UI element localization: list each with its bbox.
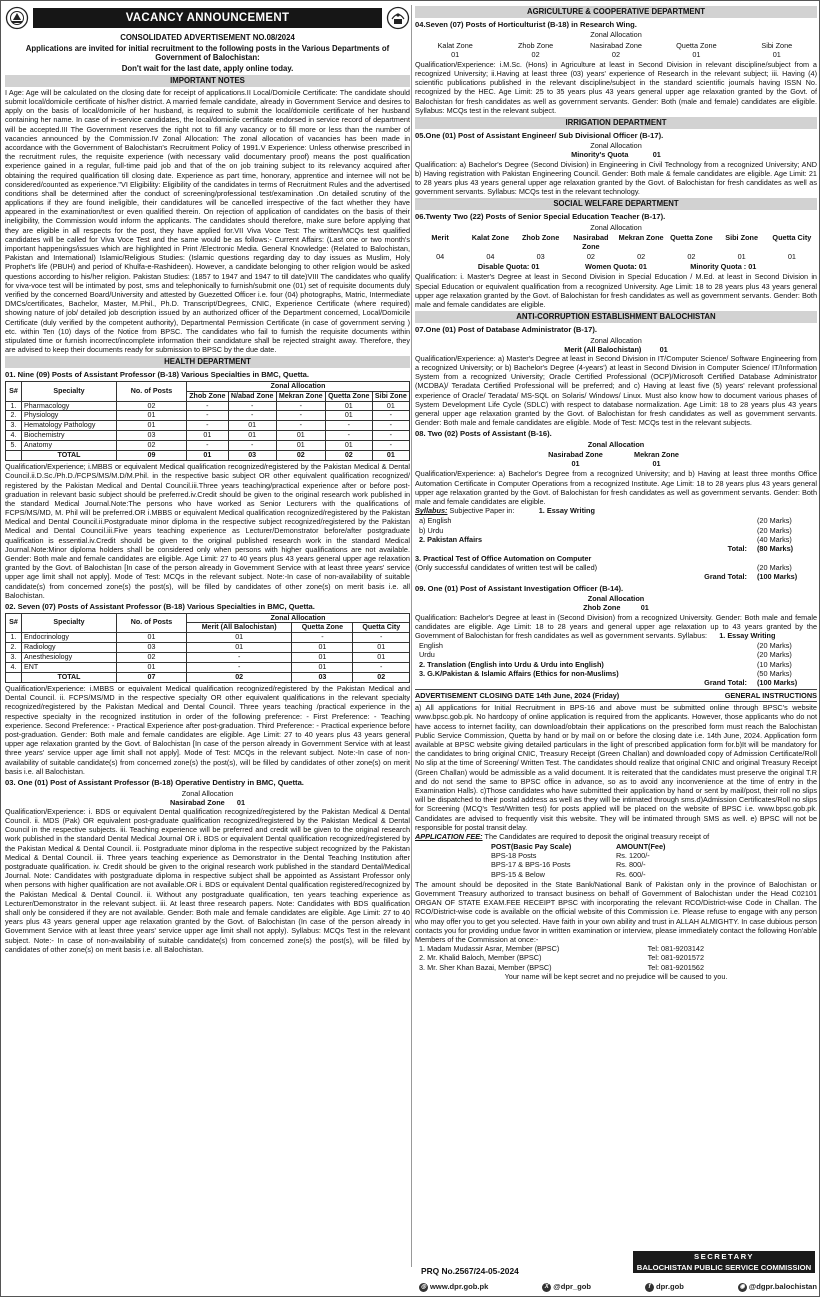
privacy-note: Your name will be kept secret and no prejudice will be caused to you.: [504, 971, 728, 981]
prq-number: PRQ No.2567/24-05-2024: [421, 1266, 519, 1276]
paper-name: English: [419, 641, 443, 651]
right-column: [415, 5, 817, 1267]
zone-count: 02: [531, 49, 540, 59]
post-02-table: [5, 613, 410, 684]
general-instructions-heading: GENERAL INSTRUCTIONS: [724, 691, 817, 701]
member-name: 2. Mr. Khalid Baloch, Member (BPSC): [419, 953, 542, 963]
post-04-zones: [415, 41, 817, 59]
zone-name: Merit: [431, 232, 449, 242]
zone-count: 02: [611, 49, 621, 59]
post-06-zones: [415, 233, 817, 251]
post-06-counts: [415, 252, 817, 261]
apply-online-note: Don't wait for the last date, apply online today.: [121, 63, 294, 73]
col-header: No. of Posts: [117, 381, 187, 401]
table-cell: 01: [276, 441, 325, 451]
paper-name: Total:: [727, 543, 747, 553]
total-cell: [6, 673, 22, 683]
table-cell: 01: [228, 421, 276, 431]
total-cell: 09: [117, 451, 187, 461]
post-09-paper-list: [419, 641, 817, 687]
total-cell: 02: [276, 451, 325, 461]
zone-name: Nasirabad Zone: [548, 450, 603, 460]
table-row: [6, 663, 410, 673]
table-cell: 01: [325, 441, 372, 451]
table-cell: 03: [117, 431, 187, 441]
table-cell: -: [325, 431, 372, 441]
footer-x[interactable]: [542, 1282, 591, 1292]
table-cell: 01: [325, 411, 372, 421]
practical-marks: (20 Marks): [757, 563, 792, 573]
fee-post: BPS-15 & Below: [491, 869, 545, 879]
zone-count: 02: [687, 252, 696, 262]
table-cell: 1.: [6, 401, 22, 411]
post-09-title: 09. One (01) Post of Assistant Investigation Officer (B-14).: [415, 583, 624, 593]
fee-amount: Rs. 1200/-: [616, 851, 650, 861]
post-03-zonal-label: Zonal Allocation: [181, 788, 234, 798]
table-row: [6, 633, 410, 643]
total-cell: 07: [117, 673, 187, 683]
merit-label: Merit (All Balochistan): [564, 344, 642, 354]
fee-amount: Rs. 800/-: [616, 860, 646, 870]
website-text: www.dpr.gob.pk: [430, 1282, 489, 1292]
table-cell: 01: [292, 643, 353, 653]
paper-marks: (80 Marks): [757, 543, 794, 553]
fee-row: [491, 870, 741, 879]
post-03-qualification: Qualification/Experience: i. BDS or equivalent Dental qualification recognized/registered by the Pakistan Medical & Dental Council. ii. MDS (Pak) OR equivalent post-graduate qualification recognized/registered by the Pakistan Medical & Dental Council in the respective subjects. iii. Teaching experience will be preferred and credit will be given to the original research work published in the standard Dental Medical Journal OR i. BDS or equivalent Dental qualification recognized/registered by the Pakistan Medical & Dental Council. ii. Postgraduate minor diploma in the respective subject recognized by the Pakistan Medical & Dental Council. iii. Three years teaching experience as Demonstrator in the Dental Teaching Institution after postgraduate qualification. iv. Credit should be given to the original research work published in the standard Dental/Medical Journal. Note: Candidates with postgraduate diploma in respective subject shall be appointed as Assistant Professor only when persons with higher qualification are not available.OR i. BDS or equivalent Dental qualification registered/recognized by the Pakistan Medical & Dental Council. ii. Without any postgraduate qualification, ten years teaching experience as Lecturer/Demonstrator in the relevant subject. iii. At least three research papers. Note: Candidates with BDS qualification shall only be considered if they are not available. Gender: Both male and female candidates are eligible. Age Limit: 27 to 40 years plus 43 years general upper age relaxation granted by the Govt. of Balochistan (In case of the person already in Government Service with at least three years' service upper age limit shall not apply). Syllabus: MCQs Test in the relevant subject. Note:- In case of non-availability of suitable candidate(s) from concerned zone(s) the post(s), will be filled by candidates of other zone(s) on merit basis i.e. all Balochistan.: [5, 806, 410, 954]
zone-name: Quetta Zone: [676, 40, 717, 50]
footer-website[interactable]: [419, 1282, 488, 1292]
table-cell: 01: [353, 643, 410, 653]
zone-name: Kalat Zone: [471, 232, 510, 242]
post-08-practical: [415, 554, 817, 563]
table-cell: 01: [292, 663, 353, 673]
zone-count: 02: [637, 252, 646, 262]
post-01-title: 01. Nine (09) Posts of Assistant Professor (B-18) Various Specialties in BMC, Quetta.: [5, 370, 309, 380]
table-cell: 01: [353, 653, 410, 663]
table-cell: -: [276, 421, 325, 431]
syllabus-paper-1: 1. Essay Writing: [719, 630, 776, 640]
important-notes-heading: IMPORTANT NOTES: [5, 75, 410, 87]
total-cell: 03: [292, 673, 353, 683]
zone-name: Zhob Zone: [521, 232, 560, 242]
zone-name: Zhob Zone: [517, 40, 554, 50]
post-06-quotas: [415, 262, 817, 271]
table-cell: 3.: [6, 653, 22, 663]
post-06-title: 06.Twenty Two (22) Posts of Senior Special Education Teacher (B-17).: [415, 212, 666, 222]
table-cell: 01: [117, 663, 187, 673]
table-cell: 4.: [6, 663, 22, 673]
member-name: 3. Mr. Sher Khan Bazai, Member (BPSC): [419, 962, 552, 972]
table-cell: 01: [187, 633, 292, 643]
paper-name: 2. Translation (English into Urdu & Urdu into English): [419, 659, 604, 669]
table-cell: -: [353, 663, 410, 673]
quota-name: Minority's Quota: [571, 150, 629, 160]
quota-count: 01: [652, 150, 661, 160]
paper-name: 3. G.K/Pakistan & Islamic Affairs (Ethics for non-Muslims): [419, 668, 619, 678]
post-08-practical-note: [415, 563, 817, 572]
post-04-zonal-label: Zonal Allocation: [590, 30, 642, 40]
zone-name: Nasirabad Zone: [573, 232, 609, 252]
member-phone[interactable]: Tel: 081-9201562: [647, 962, 705, 972]
table-cell: Radiology: [22, 643, 117, 653]
qualification-text: Qualification: Bachelor's Degree at least in (Second Division) from a recognized University. Gender: Both male and female candidates are eligible. Age Limit: 18 to 28 years and general upper age relaxation up to 43 years granted by the Government of Balochistan for fresh candidates as well as government servants. Syllabus:: [415, 612, 817, 640]
zone-count: 01: [692, 49, 701, 59]
post-05-zonal-label: Zonal Allocation: [590, 141, 642, 151]
table-cell: 01: [372, 401, 409, 411]
table-cell: 02: [117, 441, 187, 451]
fee-label: APPLICATION FEE:: [415, 831, 483, 841]
zone-count: 01: [640, 603, 649, 613]
member-list: [419, 944, 817, 972]
table-cell: 3.: [6, 421, 22, 431]
table-cell: -: [372, 441, 409, 451]
post-08-syllabus: [415, 506, 817, 515]
secretary-box: [633, 1251, 815, 1273]
irrigation-heading: IRRIGATION DEPARTMENT: [415, 117, 817, 129]
paper-marks: (100 Marks): [757, 677, 798, 687]
col-header: Specialty: [22, 613, 117, 633]
col-header: N/abad Zone: [228, 391, 276, 401]
table-cell: -: [187, 653, 292, 663]
total-cell: 02: [325, 451, 372, 461]
post-08-grand-total: [415, 572, 817, 581]
table-total-row: [6, 451, 410, 461]
grand-total-label: Grand Total:: [704, 572, 747, 582]
table-cell: 5.: [6, 441, 22, 451]
total-cell: 02: [187, 673, 292, 683]
table-row: [6, 653, 410, 663]
table-cell: -: [228, 401, 276, 411]
col-header: S#: [6, 613, 22, 633]
table-cell: -: [228, 411, 276, 421]
member-name: 1. Madam Mudassir Asrar, Member (BPSC): [419, 944, 560, 954]
syllabus-text: Subjective Paper in:: [449, 506, 515, 516]
fee-table: [491, 842, 741, 879]
secretary-org: BALOCHISTAN PUBLIC SERVICE COMMISSION: [636, 1262, 812, 1272]
zone-count: 01: [571, 459, 580, 469]
fee-row: [491, 860, 741, 869]
total-cell: 01: [372, 451, 409, 461]
footer-bar: [419, 1280, 817, 1294]
table-cell: Anatomy: [22, 441, 117, 451]
grand-total-marks: (100 Marks): [757, 572, 798, 582]
zone-count: 01: [451, 49, 460, 59]
important-notes-text: I Age: Age will be calculated on the closing date for receipt of applications.II Local/Domicile Certificate: The candidate should submit local/domicile certificate of his/her district. A married female candidate, already in Government Service and desires to apply on the basis of local/domicile of her husband, is required to submit the local/domicile certificate of her husband containing her name. In case of in-service candidates, the local/domicile certificate endorsed in service record of department will be accepted.III The Government reserves the right not to fill any vacancy or to fill more or less than the number of vacancies announced by the Commission.IV Zonal Allocation: The zonal allocation of vacancies has been made in accordance with the Government of Balochistan's Recruitment Policy of 1991.V Experience: Unless otherwise prescribed in the recruitment rules, the requisite experience (with necessary valid documentary proof) means the post qualification experience gained in a regular, full-time paid job and that of the on job training subject to its relevancy acquired after obtaining the required qualification till closing date. Experience as part time, honorary, apprentice and internee will not be considered/counted as experience."VI Eligibility: Eligibility of the candidates in terms of Recruitment Rules and the advertised conditions shall be determined after the conduct of screening/professional test/examination .On detailed scrutiny of the applications if they are found ineligible, their candidatures will be cancelled irrespective of the fact whether they have appeared in the examination/test or even qualified therein. On rejection of application of candidates on the basis of their ineligibility, the Commission would inform the applicants. The candidates should therefore, make sure before applying that they are eligible in all respects for the post, they have applied for.VII Viva Voce Test: The written/MCQs test qualified candidates will be called for Viva Voce Test and the same would be as follows:- Current Affairs: (Last one or two month's important happenings/issues which are highlighted in Print /Electronic Media. General Knowledge: (Related to Balochistan, Pakistan and International) Islamic/Religious Studies: (Islamic questions regarding day to day issues as Muslim, Holy Prophet's life (PBUH) and period of Khulfa-e-Rashideen). However, a candidate belonging to other religion would be asked questions according to his/her religion. Pakistan Studies: (1857 to 1947 and 1947 to till date)VIII The candidates who qualify for viva-voce test will be intimated by post, sms and telephonically to furnish/submit one (01) set of requisite documents duly verified by the concerned Board/University and attested by Guezetted Officer i.e. four (04) photographs, Matric, Intermediate DMCs/certificates, Bachelor, Master, M.Phil., Ph.D. Transcript/Degrees, CNIC, Experience Certificate (where required) showing nature of job/ detailed job description issued by an authorized officer of the Department concerned, Local/Domicile Certificate (duly verified by the competent authority), Departmental Permission Certificate (in case of government serving ) etc. within Ten (10) days of the Notice from BPSC. The candidates who fail to furnish the requisite documents within stipulated time or furnish incorrect/incomplete information their candidature shall be rejected straight away. Therefore, they are advised to keep their documents ready for submission to BPSC by the due date.: [5, 87, 410, 355]
post-06-qualification: Qualification: i. Master's Degree at least in Second Division in Special Education / M.Ed. at least in Second Division in Special Education or equivalent qualification from a recognized University. Age Limit: 18 to 28 years plus 43 years general upper age relaxation granted by the Govt. of Balochistan for fresh candidates as well as government servants. Gender: Both male and female candidates are eligible.: [415, 272, 817, 309]
post-05-title: 05.One (01) Post of Assistant Engineer/ Sub Divisional Officer (B-17).: [415, 130, 664, 140]
zone-name: Sibi Zone: [761, 40, 793, 50]
col-header: Quetta Zone: [325, 391, 372, 401]
zone-count: 01: [737, 252, 746, 262]
col-header: Quetta City: [353, 623, 410, 633]
table-cell: Endocrinology: [22, 633, 117, 643]
col-header: Mekran Zone: [276, 391, 325, 401]
col-group-header: Zonal Allocation: [187, 381, 410, 391]
table-cell: -: [372, 431, 409, 441]
zone-count: 01: [787, 252, 796, 262]
table-row: [6, 421, 410, 431]
table-cell: 02: [117, 653, 187, 663]
zone-count: 01: [772, 49, 781, 59]
zone-count: 04: [486, 252, 495, 262]
instagram-icon: ◉: [739, 1283, 745, 1290]
government-emblem-icon: [5, 6, 29, 30]
table-cell: ENT: [22, 663, 117, 673]
women-quota: Women Quota: 01: [585, 262, 647, 272]
paper-name: b) Urdu: [419, 525, 444, 535]
paper-name: a) English: [419, 516, 452, 526]
zone-name: Zhob Zone: [583, 603, 621, 613]
paper-marks: (50 Marks): [757, 668, 792, 678]
col-group-header: Zonal Allocation: [187, 613, 410, 623]
closing-bar: [415, 689, 817, 702]
table-total-row: [6, 673, 410, 683]
post-01-qualification: Qualification/Experience; i.MBBS or equivalent Medical qualification recognized/registered by the Pakistan Medical & Dental Council.ii.D.Sc./Ph.D./FCPS/MS/M.D/M.Phil. in the respective basic subject OR other equivalent qualification recognized/ registered by the Pakistan Medical and Dental Council.iii.Three years teaching/practical experience after or before post-graduation in relevant basic subject should be preferred.iv.Credit should be given to the original research work published in the standard Medical Journal.Note:The persons who have worked as Senior Lecturers with the qualifications of FCPS/MS/MD, M. Phil will be preferred.OR i.MBBS or equivalent Medical qualification recognized/registered by the Pakistan Medical and Dental Council.ii.Postgraduate minor diploma in the respective subject recognized/registered by the Pakistan Medical and Dental Council.iii.Five years teaching experience as Lecturer/Demonstrator before/after postgraduate qualification is essential.iv.Credit should be given to the original published research work in the standard Medical Journal.Note:Minor diploma holders shall be considered only when persons with higher qualifications are not available. Gender: Both male and female candidates are eligible. Age Limit: 27 to 40 years plus 43 years general upper age relaxation granted by the Govt. of Balochistan [In case of the person already in Government Service with at least three years' service upper age limit shall not apply]. Mode of Test: MCQs in the relevant subject. Note:-In case of non-availability of suitable candidate(s) from concerned zone(s) the post(s), will be filled by candidates of other zone(s) on merit basis i.e. all Balochistan.: [5, 462, 410, 600]
paper-marks: (20 Marks): [757, 525, 792, 535]
disable-quota: Disable Quota: 01: [477, 262, 540, 272]
post-03-zone: [5, 798, 410, 807]
post-02-qualification: Qualification/Experience: i.MBBS or equivalent Medical qualification recognized/registered by the Pakistan Medical and Dental Council. ii. FCPS/MS/MD in the respective specialty OR other equivalent qualifications in the relevant specialty recognized/registered by the Pakistan Medical and Dental Council. Three years teaching /practical experience in the respective specialty in the recognized institution in order of the following preference: - First Preference: - Teaching experience. Second Preference: - Practical Experience after post-graduation. Third Preference: - Practical experience before post-graduation. Gender: Both male and female candidates are eligible. Age Limit: 27 to 40 years plus 43 years general upper age relaxation granted by the Govt. of Balochistan [In case of the person already in Government Service with at least three years' service upper age limit shall not apply]. Mode of Test: MCQs in the relevant subject. Note:-In case of non-availability of suitable candidate(s) from concerned zone(s) the post(s), will be filled by candidates of other zone(s) on merit basis i.e. all Balochistan.: [5, 684, 410, 776]
table-cell: 01: [292, 653, 353, 663]
post-08-zonal-label: Zonal Allocation: [587, 439, 645, 449]
paper-line: [419, 526, 817, 535]
paper-marks: (20 Marks): [757, 641, 792, 651]
facebook-handle: dpr.gob: [656, 1282, 684, 1292]
member-phone[interactable]: Tel: 081-9203142: [647, 944, 705, 954]
footer-instagram[interactable]: [738, 1282, 817, 1292]
table-cell: -: [187, 441, 229, 451]
paper-line: [419, 660, 817, 669]
table-cell: 01: [276, 431, 325, 441]
table-row: [6, 411, 410, 421]
post-05-qualification: Qualification: a) Bachelor's Degree (Second Division) in Engineering in Civil Technology from a recognized University; AND b) Having registration with Pakistan Engineering Council. Gender: Both male & female candidates are eligible. Age Limit: 21 to 28 years plus 43 years general upper age relaxation granted by the Govt. of Balochistan for fresh candidates as well as government servants. Syllabus: MCQs test in the relevant technology.: [415, 159, 817, 197]
paper-line: [419, 669, 817, 678]
post-04-title: 04.Seven (07) Posts of Horticulturist (B-18) in Research Wing.: [415, 19, 637, 29]
syllabus-paper-1: 1. Essay Writing: [538, 506, 595, 516]
fee-row: [491, 851, 741, 860]
member-row: [419, 944, 817, 953]
table-cell: -: [276, 401, 325, 411]
zone-name: Sibi Zone: [725, 232, 759, 242]
post-08-zones: [415, 450, 817, 468]
table-cell: Biochemistry: [22, 431, 117, 441]
zone-count: 01: [236, 797, 246, 807]
facebook-icon: f: [645, 1283, 654, 1292]
zone-name: Quetta City: [772, 232, 812, 242]
left-column: [5, 5, 410, 1267]
advertisement-number: CONSOLIDATED ADVERTISEMENT NO.08/2024: [120, 33, 295, 42]
table-cell: -: [353, 633, 410, 643]
practical-label: 3. Practical Test of Office Automation on Computer: [415, 554, 592, 564]
fee-text: The Candidates are required to deposit the original treasury receipt of: [484, 831, 710, 841]
fee-header: [491, 842, 741, 851]
table-cell: 02: [117, 401, 187, 411]
table-row: [6, 441, 410, 451]
post-09-zonal-label: Zonal Allocation: [587, 594, 645, 604]
column-divider: [411, 5, 412, 1267]
col-header: S#: [6, 381, 22, 401]
table-cell: -: [187, 421, 229, 431]
post-08-qualification: Qualification/Experience: a) Bachelor's Degree from a recognized University; and b) Having at least three months Office Automation Certificate in Computer Operations from a recognized Institute. Age Limit: 18 to 28 years plus 43 years general upper age relaxation granted by the Govt. of Balochistan for fresh candidates as well as government servants. Gender: Both male and female candidates are eligible.: [415, 469, 817, 506]
post-06-zonal-label: Zonal Allocation: [590, 222, 642, 232]
practical-note: (Only successful candidates of written test will be called): [415, 563, 598, 573]
table-row: [6, 431, 410, 441]
post-07-zonal-label: Zonal Allocation: [590, 335, 642, 345]
zone-count: 01: [652, 459, 661, 469]
paper-name: Urdu: [419, 650, 435, 660]
table-cell: -: [292, 633, 353, 643]
post-07-qualification: Qualification/Experience: a) Master's Degree at least in Second Division in IT/Computer Science/ Software Engineering from a recognized University; or b) Bachelor's Degree (4-years') at least in Second Division in Computer Science/ IT/Information System from a recognized University; Oracle Certified Professional (OCP)/Microsoft Certified Database Administrator (MCDBA)/ Teradata Certified Professional will be preferred; and c) Having at least five (5) years' relevant professional experience of Oracle/ Teradata/ MS-SQL on Solaris/ Windows/ Linux. Must also know how to document various phases of System Development Life Cycle (SDLC) with respect to database normalization. Age Limit: 18 to 28 years plus 43 years general upper age relaxation granted by the Govt. of Balochistan for fresh candidates as well as government servants. Gender: Both male and female candidates are eligible. Mode of Test: MCQs test in the relevant subjects.: [415, 353, 817, 428]
syllabus-label: Syllabus:: [415, 506, 448, 516]
globe-icon: ◎: [420, 1283, 427, 1290]
zone-name: Nasirabad Zone: [169, 797, 225, 807]
table-cell: -: [187, 401, 229, 411]
paper-line: [419, 678, 817, 687]
paper-name: Grand Total:: [704, 677, 747, 687]
paper-line: [419, 516, 817, 525]
fee-deposit-text: The amount should be deposited in the State Bank/National Bank of Pakistan only in the province of Balochistan or Government Treasury authorized to transact business on behalf of Government of Balochistan under the Head C02101 ORGAN OF STATE EXAM.FEE RECEIPT BPSC with incorporating the relevant RCO/District-wise Code in Challan. The RCO/District-wise code is available on the official website of this Commission i.e. Please refuse to engage with any person who may offer you to get you selected. Have faith in your own ability and trust in ALLAH ALMIGHTY. In case dubious person contacts you for providing undue favor in written examination or interview, please immediately contact the following Hon'able Members of the Commission at once:-: [415, 879, 817, 944]
zone-name: Quetta Zone: [670, 232, 713, 242]
table-cell: -: [372, 411, 409, 421]
member-row: [419, 953, 817, 962]
general-instructions-text: a) All applications for Initial Recruitment in BPS-16 and above must be submitted online through BPSC's website www.bpsc.gob.pk. No hardcopy of online application is required from the applicants. However, those applicants who do not have access to internet facility, can download/obtain their applications on the prescribed form must reach the Balochistan Public Service Commission, Quetta by hand or by mail on or before the closing date i.e. 14th June, 2024. Application form available at BPSC website giving detailed particulars in the light of prescribed application form for.b)It will be mandatory for the candidates to bring original CNIC, Treasury Receipt (Green Challan) and downloaded copy of Admission Certificate/Roll No slip at the time of Screening/ Written Test. The candidates should realize that original CNIC and original Treasury Receipt (Green Challan) would be admissible as a valid document. It is reiterated that the candidates must preserve the original T.R and do not send the same to BPSC office in advance, so as to avoid any inconvenience at the time of entry in the Examination Halls). c)Those candidates who have submitted their application by hand or sent by mail/post, their roll no slips will be dispatched to their postal address as well as they will be intimated through sms.d)Admission Certificates/Roll no slips for Screening (MCQ's Test/Written test) for posts applied will be placed on the website of BPSC i.e. www.bpsc.gob.pk. Candidates are advised to frequently visit this website. They will be intimated through SMS as well. e) BPSC will not be responsible for postal transit delay.: [415, 703, 817, 832]
post-02-title: 02. Seven (07) Posts of Assistant Professor (B-18) Various Specialties in BMC, Quetta.: [5, 601, 315, 611]
paper-line: [419, 544, 817, 553]
zone-count: 02: [586, 252, 595, 262]
table-cell: Hematology Pathology: [22, 421, 117, 431]
minority-quota: Minority Quota : 01: [690, 262, 757, 272]
fee-amount: Rs. 600/-: [616, 869, 646, 879]
paper-line: [419, 641, 817, 650]
total-cell: [6, 451, 22, 461]
post-03-title: 03. One (01) Post of Assistant Professor (B-18) Operative Dentistry in BMC, Quetta.: [5, 777, 304, 787]
zone-name: Mekran Zone: [633, 450, 679, 460]
zone-count: 03: [536, 252, 545, 262]
paper-name: 2. Pakistan Affairs: [419, 534, 482, 544]
table-cell: Anesthesiology: [22, 653, 117, 663]
col-header: Zhob Zone: [187, 391, 229, 401]
fee-post: BPS-18 Posts: [491, 851, 537, 861]
table-row: [6, 643, 410, 653]
closing-date: ADVERTISEMENT CLOSING DATE 14th June, 2024 (Friday): [415, 691, 620, 701]
social-welfare-heading: SOCIAL WELFARE DEPARTMENT: [415, 198, 817, 210]
agriculture-heading: AGRICULTURE & COOPERATIVE DEPARTMENT: [415, 6, 817, 18]
merit-count: 01: [659, 344, 668, 354]
table-cell: 01: [117, 411, 187, 421]
col-header: Merit (All Balochistan): [187, 623, 292, 633]
post-07-title: 07.One (01) Post of Database Administrator (B-17).: [415, 324, 598, 334]
health-department-heading: HEALTH DEPARTMENT: [5, 356, 410, 368]
total-cell: TOTAL: [22, 451, 117, 461]
col-header: Sibi Zone: [372, 391, 409, 401]
total-cell: TOTAL: [22, 673, 117, 683]
fee-post: BPS-17 & BPS-16 Posts: [491, 860, 571, 870]
table-cell: Pharmacology: [22, 401, 117, 411]
total-cell: 02: [353, 673, 410, 683]
post-09-qualification: [415, 613, 817, 641]
member-phone[interactable]: Tel: 081-9201572: [647, 953, 705, 963]
table-cell: -: [187, 411, 229, 421]
col-header: No. of Posts: [117, 613, 187, 633]
paper-line: [419, 535, 817, 544]
zone-name: Mekran Zone: [618, 232, 664, 242]
x-handle: @dpr_gob: [553, 1282, 592, 1292]
application-fee: [415, 832, 817, 841]
table-cell: 2.: [6, 643, 22, 653]
table-cell: -: [372, 421, 409, 431]
paper-marks: (10 Marks): [757, 659, 792, 669]
table-cell: 01: [228, 431, 276, 441]
table-cell: 01: [117, 633, 187, 643]
secretary-title: SECRETARY: [693, 1252, 755, 1261]
post-05-quota: [415, 150, 817, 159]
table-cell: 01: [187, 431, 229, 441]
total-cell: 03: [228, 451, 276, 461]
paper-line: [419, 650, 817, 659]
header: [5, 5, 410, 31]
post-04-qualification: Qualification/Experience: i.M.Sc. (Hons) in Agriculture at least in Second Division in relevant discipline/subject from a recognized University; ii.Having at least three (03) years' experience of Research in the relevant subject; iii. Having (4) scientific publications published in the relevant discipline/subject in the standard scientific journals having ISSN No. recognized by the HEC. Age Limit: 25 to 35 years plus 43 years general upper age relaxation granted by the Govt. of Balochistan for fresh candidates as well as government servants. Gender: Both (male and female) candidates are eligible. Syllabus: MCQs test in the relevant subject.: [415, 59, 817, 115]
table-row: [6, 401, 410, 411]
total-cell: 01: [187, 451, 229, 461]
post-01-table: [5, 381, 410, 462]
table-cell: 03: [117, 643, 187, 653]
table-cell: 01: [187, 643, 292, 653]
table-cell: 1.: [6, 633, 22, 643]
bpsc-seal-icon: [386, 6, 410, 30]
x-icon: X: [542, 1283, 551, 1292]
post-09-zone: [415, 603, 817, 612]
instagram-handle: @dgpr.balochistan: [748, 1282, 817, 1292]
fee-col-amount: AMOUNT(Fee): [616, 842, 666, 852]
table-cell: 2.: [6, 411, 22, 421]
post-08-paper-list: [419, 516, 817, 553]
zone-count: 04: [436, 252, 445, 262]
table-cell: Physiology: [22, 411, 117, 421]
intro-text: Applications are invited for initial recruitment to the following posts in the Various Departments of Government of Balochistan:: [25, 43, 390, 62]
table-cell: 4.: [6, 431, 22, 441]
zone-name: Nasirabad Zone: [590, 40, 642, 50]
table-cell: -: [325, 421, 372, 431]
post-08-title: 08. Two (02) Posts of Assistant (B-16).: [415, 429, 552, 439]
table-cell: 01: [117, 421, 187, 431]
vacancy-title: VACANCY ANNOUNCEMENT: [33, 8, 382, 28]
paper-marks: (20 Marks): [757, 516, 792, 526]
table-cell: 01: [325, 401, 372, 411]
post-07-merit: [415, 345, 817, 354]
col-header: Specialty: [22, 381, 117, 401]
table-cell: -: [276, 411, 325, 421]
paper-marks: (20 Marks): [757, 650, 792, 660]
col-header: Quetta Zone: [292, 623, 353, 633]
table-cell: -: [187, 663, 292, 673]
fee-col-post: POST(Basic Pay Scale): [491, 842, 572, 852]
anti-corruption-heading: ANTI-CORRUPTION ESTABLISHMENT BALOCHISTAN: [415, 311, 817, 323]
footer-facebook[interactable]: [645, 1282, 684, 1292]
paper-marks: (40 Marks): [757, 534, 792, 544]
table-cell: -: [228, 441, 276, 451]
member-row: [419, 963, 817, 972]
zone-name: Kalat Zone: [437, 40, 473, 50]
